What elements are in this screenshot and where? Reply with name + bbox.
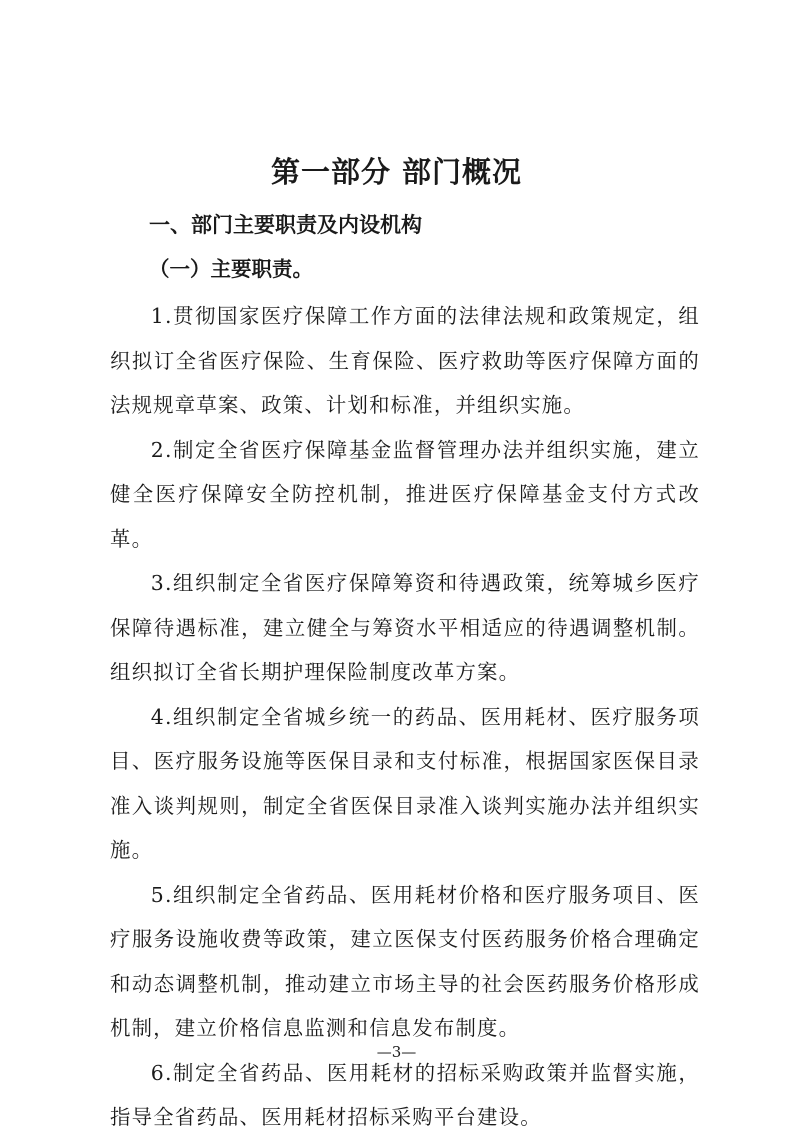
- paragraph-1: 1.贯彻国家医疗保障工作方面的法律法规和政策规定，组织拟订全省医疗保险、生育保险、医疗救助等医疗保障方面的法规规章草案、政策、计划和标准，并组织实施。: [110, 304, 700, 417]
- paragraph-5: 5.组织制定全省药品、医用耗材价格和医疗服务项目、医疗服务设施收费等政策，建立医保支付医药服务价格合理确定和动态调整机制，推动建立市场主导的社会医药服务价格形成机制，建立价格信息监测和信息发布制度。: [110, 882, 700, 1040]
- paragraph-3: 3.组织制定全省医疗保障筹资和待遇政策，统筹城乡医疗保障待遇标准，建立健全与筹资水平相适应的待遇调整机制。组织拟订全省长期护理保险制度改革方案。: [110, 571, 700, 684]
- paragraph-2: 2.制定全省医疗保障基金监督管理办法并组织实施，建立健全医疗保障安全防控机制，推进医疗保障基金支付方式改革。: [110, 437, 700, 551]
- body-text: [110, 294, 700, 1140]
- subsection-heading: （一）主要职责。: [149, 257, 313, 281]
- paragraph-6: 6.制定全省药品、医用耗材的招标采购政策并监督实施，指导全省药品、医用耗材招标采购平台建设。: [110, 1060, 700, 1129]
- paragraph-4: 4.组织制定全省城乡统一的药品、医用耗材、医疗服务项目、医疗服务设施等医保目录和支付标准，根据国家医保目录准入谈判规则，制定全省医保目录准入谈判实施办法并组织实施。: [110, 704, 700, 862]
- section-heading: 一、部门主要职责及内设机构: [149, 213, 422, 237]
- page-title: 第一部分 部门概况: [270, 155, 523, 189]
- page-number: —3—: [376, 1043, 417, 1061]
